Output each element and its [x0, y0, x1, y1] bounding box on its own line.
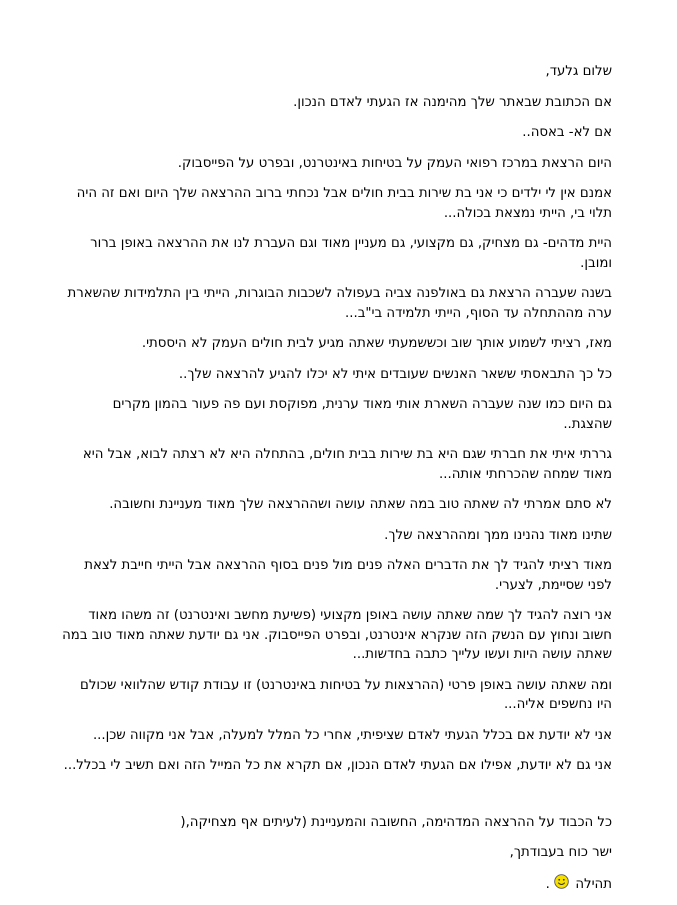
greeting: שלום גלעד, — [545, 64, 612, 79]
signoff-line: ישר כוח בעבודתך, — [509, 845, 612, 860]
signature-line — [62, 874, 612, 895]
email-letter — [62, 62, 612, 905]
paragraph-1: אם הכתובת שבאתר שלך מהימנה אז הגעתי לאדם הנכון. — [293, 94, 612, 110]
paragraph-14: אני רוצה להגיד לך שמה שאתה עושה באופן מקצועי (פשיעת מחשב ואינטרנט) זה משהו מאוד חשוב ונחוץ עם הנשק הזה שנקרא אינטרנט, ובפרט הפייסבוק. אני גם יודעת שאתה מאוד טוב במה שאתה עושה היות ועשו עלייך כתבה בחדשות... — [62, 608, 612, 662]
paragraph-7: מאז, רציתי לשמוע אותך שוב וכששמעתי שאתה מגיע לבית חולים העמק לא היססתי. — [141, 336, 612, 351]
paragraph-2: אם לא- באסה.. — [522, 125, 612, 140]
paragraph-8: כל כך התבאסתי ששאר האנשים שעובדים איתי לא יכלו להגיע להרצאה שלך.. — [178, 366, 612, 382]
signature-name: תהילה — [575, 876, 612, 892]
paragraph-3: היום הרצאת במרכז רפואי העמק על בטיחות באינטרנט, ובפרט על הפייסבוק. — [177, 155, 612, 171]
paragraph-6: בשנה שעברה הרצאת גם באולפנה צביה בעפולה לשכבות הבוגרות, הייתי בין התלמידות שהשארת ערה מההתחלה עד הסוף, הייתי תלמידה בי"ב... — [67, 286, 612, 321]
signature-suffix: . — [545, 876, 550, 892]
paragraph-17: אני גם לא יודעת, אפילו אם הגעתי לאדם הנכון, אם תקרא את כל המייל הזה ואם תשיב לי בכלל... — [63, 758, 612, 773]
paragraph-15: ומה שאתה עושה באופן פרטי (ההרצאות על בטיחות באינטרנט) זו עבודת קודש שהלוואי שכולם היו נחשפים אליה... — [80, 677, 612, 712]
paragraph-9: גם היום כמו שנה שעברה השארת אותי מאוד ערנית, מפוקסת ועם פה פעור בהמון מקרים שהצגת.. — [112, 397, 612, 432]
paragraph-16: אני לא יודעת אם בכלל הגעתי לאדם שציפיתי, אחרי כל המלל למעלה, אבל אני מקווה שכן... — [92, 727, 612, 743]
paragraph-12: שתינו מאוד נהנינו ממך ומההרצאה שלך. — [384, 527, 612, 543]
smiley-face-icon — [554, 874, 569, 889]
paragraph-11: לא סתם אמרתי לה שאתה טוב במה שאתה עושה ושההרצאה שלך מאוד מעניינת וחשובה. — [109, 497, 612, 512]
paragraph-13: מאוד רציתי להגיד לך את הדברים האלה פנים מול פנים בסוף ההרצאה אבל הייתי חייבת לצאת לפני שסיימת, לצערי. — [84, 558, 612, 593]
paragraph-4: אמנם אין לי ילדים כי אני בת שירות בבית חולים אבל נכחתי ברוב ההרצאה שלך היום ואם זה היה תלוי בי, הייתי נמצאת בכולה... — [76, 186, 612, 221]
paragraph-5: היית מדהים- גם מצחיק, גם מקצועי, גם מעניין מאוד וגם העברת לנו את ההרצאה באופן ברור ומובן. — [90, 236, 612, 271]
paragraph-10: גררתי איתי את חברתי שגם היא בת שירות בבית חולים, בהתחלה היא לא רצתה לבוא, אבל היא מאוד שמחה שהכרחתי אותה... — [82, 447, 612, 482]
closing-line: כל הכבוד על ההרצאה המדהימה, החשובה והמעניינת (לעיתים אף מצחיקה,( — [180, 814, 612, 830]
